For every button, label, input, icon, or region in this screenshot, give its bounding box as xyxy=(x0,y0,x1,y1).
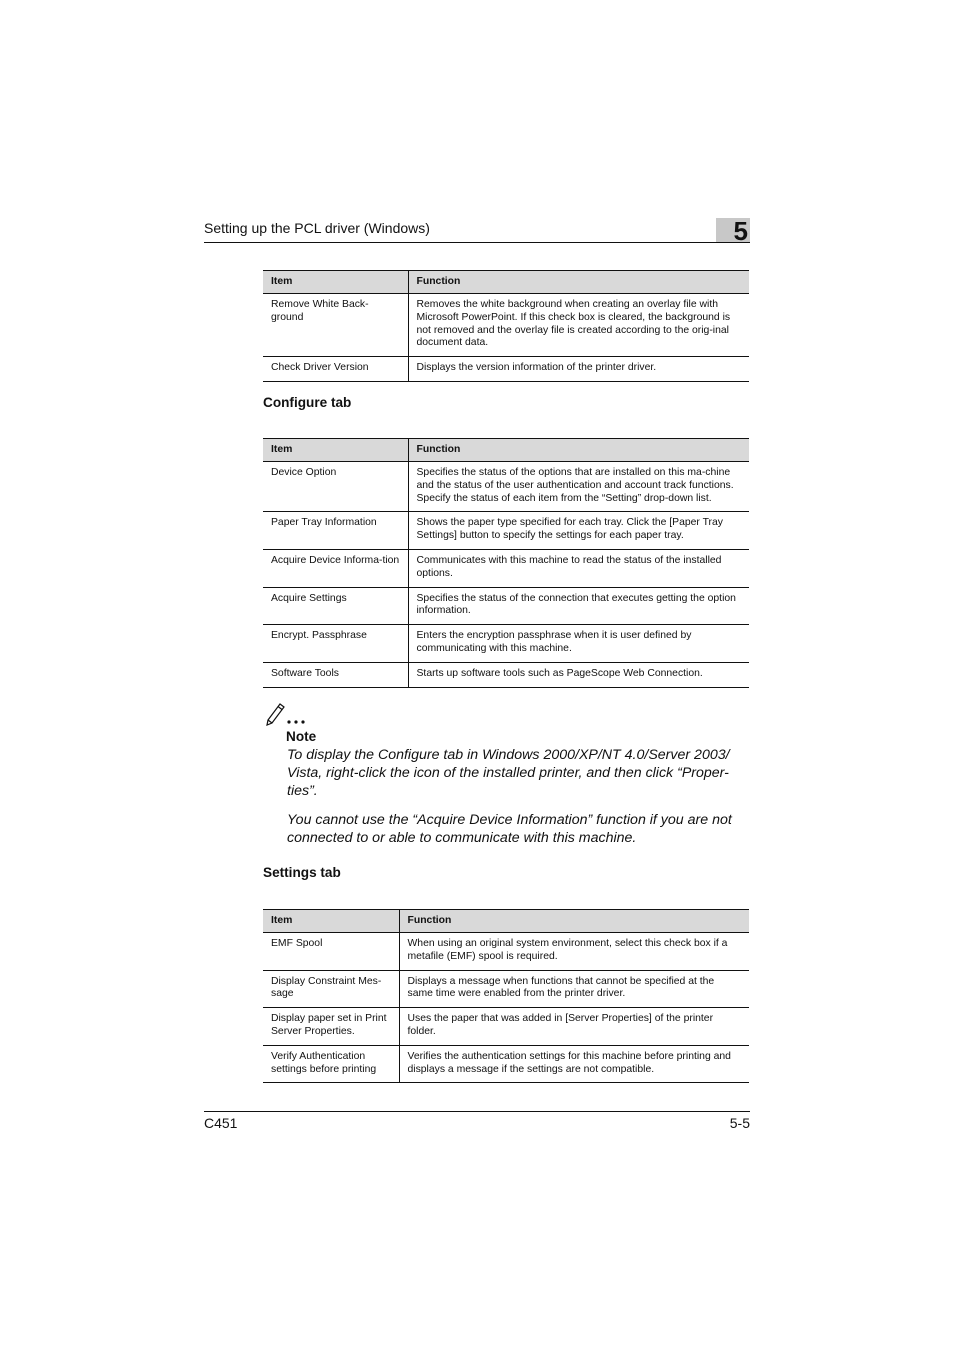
footer-rule xyxy=(204,1111,750,1112)
cell-item: Acquire Device Informa-tion xyxy=(263,549,408,587)
table-row xyxy=(263,462,749,512)
column-header-function: Function xyxy=(408,439,749,462)
cell-function: When using an original system environment, select this check box if a metafile (EMF) spool is required. xyxy=(399,933,749,971)
column-header-item: Item xyxy=(263,910,399,933)
column-header-function: Function xyxy=(408,271,749,294)
table-row xyxy=(263,1008,749,1046)
cell-item: Device Option xyxy=(263,462,408,512)
pencil-note-icon xyxy=(262,700,310,726)
cell-item: Software Tools xyxy=(263,662,408,687)
configure-tab-heading: Configure tab xyxy=(263,395,352,410)
cell-item: Paper Tray Information xyxy=(263,512,408,550)
table-row xyxy=(263,587,749,625)
table-row xyxy=(263,549,749,587)
cell-function: Verifies the authentication settings for this machine before printing and displays a message if the settings are not compatible. xyxy=(399,1045,749,1083)
column-header-item: Item xyxy=(263,439,408,462)
note-label: Note xyxy=(286,729,317,744)
cell-item: Remove White Back-ground xyxy=(263,294,408,357)
cell-item: Check Driver Version xyxy=(263,357,408,382)
column-header-function: Function xyxy=(399,910,749,933)
cell-function: Starts up software tools such as PageScope Web Connection. xyxy=(408,662,749,687)
settings-tab-heading: Settings tab xyxy=(263,865,341,880)
note-paragraph: To display the Configure tab in Windows 2000/XP/NT 4.0/Server 2003/ Vista, right-click the icon of the installed printer, and then click “Proper-ties”. xyxy=(287,747,730,799)
table-row xyxy=(263,294,749,357)
cell-function: Specifies the status of the connection that executes getting the option information. xyxy=(408,587,749,625)
cell-function: Displays the version information of the printer driver. xyxy=(408,357,749,382)
running-header-title: Setting up the PCL driver (Windows) xyxy=(204,220,430,236)
table-row xyxy=(263,662,749,687)
cell-function: Enters the encryption passphrase when it is user defined by communicating with this machine. xyxy=(408,625,749,663)
printer-options-table xyxy=(263,270,749,382)
table-row xyxy=(263,512,749,550)
cell-function: Removes the white background when creating an overlay file with Microsoft PowerPoint. If this check box is cleared, the background is not removed and the overlay file is created according to the orig-inal document data. xyxy=(408,294,749,357)
table-row xyxy=(263,970,749,1008)
settings-tab-table xyxy=(263,909,749,1083)
table-row xyxy=(263,933,749,971)
chapter-badge xyxy=(716,216,750,246)
note-paragraph: You cannot use the “Acquire Device Information” function if you are not connected to or able to communicate with this machine. xyxy=(287,812,732,846)
cell-item: Verify Authentication settings before printing xyxy=(263,1045,399,1083)
chapter-number: 5 xyxy=(733,216,748,246)
cell-function: Specifies the status of the options that are installed on this ma-chine and the status of the user authentication and account track functions. Specify the status of each item from the “Setting” drop-down list. xyxy=(408,462,749,512)
cell-function: Shows the paper type specified for each tray. Click the [Paper Tray Settings] button to specify the settings for each paper tray. xyxy=(408,512,749,550)
cell-item: Display Constraint Mes-sage xyxy=(263,970,399,1008)
cell-item: Encrypt. Passphrase xyxy=(263,625,408,663)
cell-item: Display paper set in Print Server Properties. xyxy=(263,1008,399,1046)
cell-item: EMF Spool xyxy=(263,933,399,971)
cell-function: Uses the paper that was added in [Server Properties] of the printer folder. xyxy=(399,1008,749,1046)
table-row xyxy=(263,357,749,382)
table-header-row xyxy=(263,439,749,462)
cell-function: Displays a message when functions that cannot be specified at the same time were enabled from the printer driver. xyxy=(399,970,749,1008)
table-header-row xyxy=(263,910,749,933)
footer-page-number: 5-5 xyxy=(729,1115,750,1131)
column-header-item: Item xyxy=(263,271,408,294)
configure-tab-table xyxy=(263,438,749,688)
header-rule xyxy=(204,242,750,243)
footer-model: C451 xyxy=(204,1115,238,1131)
cell-function: Communicates with this machine to read the status of the installed options. xyxy=(408,549,749,587)
table-row xyxy=(263,625,749,663)
table-row xyxy=(263,1045,749,1083)
table-header-row xyxy=(263,271,749,294)
cell-item: Acquire Settings xyxy=(263,587,408,625)
